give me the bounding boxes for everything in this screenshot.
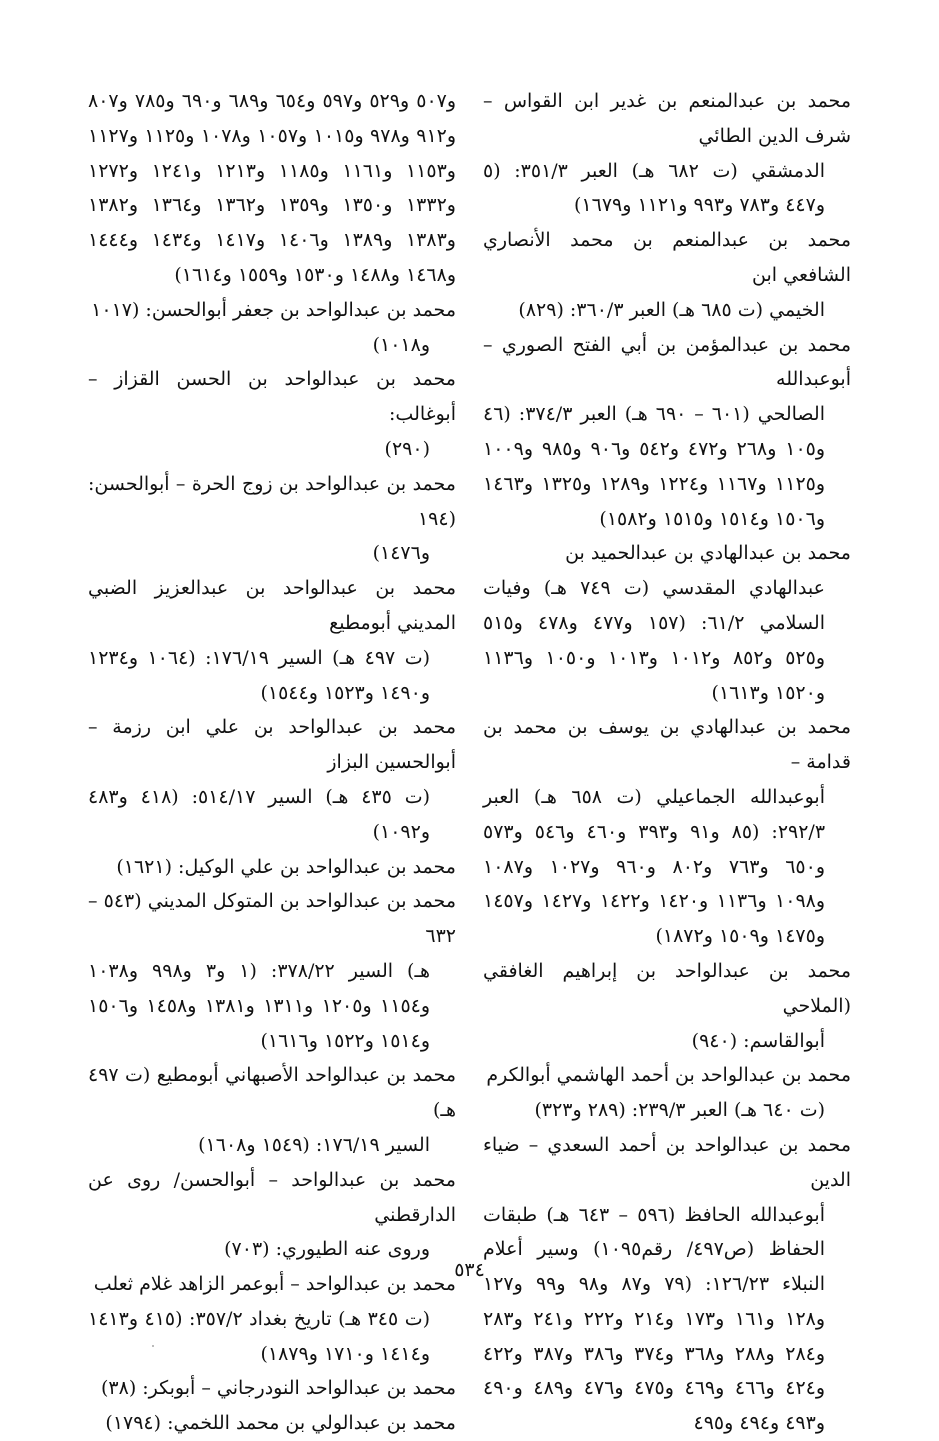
entry-head: محمد بن عبدالهادي بن عبدالحميد بن <box>565 542 851 564</box>
entry-head: محمد بن عبدالهادي بن يوسف بن محمد بن قدامة – <box>483 716 851 773</box>
entry-head: محمد بن عبدالمنعم بن محمد الأنصاري الشافعي ابن <box>483 229 851 286</box>
index-entry <box>483 1128 851 1441</box>
entry-head: محمد بن عبدالواحد بن الحسن القزاز – أبوغالب: <box>88 368 456 425</box>
index-entry <box>483 84 851 223</box>
entry-head: محمد بن عبدالواحد بن جعفر أبوالحسن: (١٠١٧ <box>91 299 456 321</box>
index-entry <box>88 1163 456 1267</box>
index-entry <box>88 362 456 466</box>
entry-body: و٥٠٧ و٥٢٩ و٥٩٧ و٦٥٤ و٦٨٩ و٦٩٠ و٧٨٥ و٨٠٧ و٩١٢ و٩٧٨ و١٠١٥ و١٠٥٧ و١٠٧٨ و١١٢٥ و١١٢٧ و١١٥٣ و١١٦١ و١١٨٥ و١٢١٣ و١٢٤١ و١٢٧٢ و١٣٣٢ و١٣٥٠ و١٣٥٩ و١٣٦٢ و١٣٦٤ و١٣٨٢ و١٣٨٣ و١٣٨٩ و١٤٠٦ و١٤١٧ و١٤٣٤ و١٤٤٤ و١٤٦٨ و١٤٨٨ و١٥٣٠ و١٥٥٩ و١٦١٤) <box>88 84 456 293</box>
entry-head: محمد بن عبدالواحد بن عبدالعزيز الضبي المديني أبومطيع <box>88 577 456 634</box>
entry-head: محمد بن عبدالواحد بن أحمد السعدي – ضياء الدين <box>483 1134 851 1191</box>
scan-speck <box>152 1345 154 1347</box>
entry-head: محمد بن عبدالمنعم بن غدير ابن القواس – شرف الدين الطائي <box>483 90 851 147</box>
index-entry <box>483 223 851 327</box>
entry-head: محمد بن عبدالواحد بن أحمد الهاشمي أبوالكرم <box>486 1064 851 1086</box>
index-entry <box>88 1406 456 1441</box>
entry-head: محمد بن عبدالولي بن محمد اللخمي: (١٧٩٤) <box>105 1412 456 1434</box>
entry-body: أبوعبدالله الحافظ (٥٩٦ – ٦٤٣ هـ) طبقات الحفاظ (ص٤٩٧/ رقم١٠٩٥) وسير أعلام النبلاء ١٢٦/٢٣: (٧٩ و٨٧ و٩٨ و٩٩ و١٢٧ و١٢٨ و١٦١ و١٧٣ و٢١٤ و٢٢٢ و٢٤١ و٢٨٣ و٢٨٤ و٢٨٨ و٣٦٨ و٣٧٤ و٣٨٦ و٣٨٧ و٤٢٢ و٤٢٤ و٤٦٦ و٤٦٩ و٤٧٥ و٤٧٦ و٤٨٩ و٤٩٠ و٤٩٣ و٤٩٤ و٤٩٥ <box>483 1198 851 1441</box>
entry-head: محمد بن عبدالواحد بن إبراهيم الغافقي (الملاحي <box>483 960 851 1017</box>
entry-head: محمد بن عبدالواحد النودرجاني – أبوبكر: (٣٨) <box>101 1377 456 1399</box>
index-entry <box>88 1267 456 1371</box>
entry-body: عبدالهادي المقدسي (ت ٧٤٩ هـ) وفيات السلامي ٦١/٢: (١٥٧ و٤٧٧ و٤٧٨ و٥١٥ و٥٢٥ و٨٥٢ و١٠١٢ و١٠١٣ و١٠٥٠ و١١٣٦ و١٥٢٠ و١٦١٣) <box>483 571 851 710</box>
entry-head: محمد بن عبدالواحد بن زوج الحرة – أبوالحسن: (١٩٤ <box>88 473 456 530</box>
entry-head: محمد بن عبدالواحد – أبوالحسن/ روى عن الدارقطني <box>88 1169 456 1226</box>
index-entry <box>88 710 456 849</box>
index-entry <box>483 710 851 954</box>
entry-body: الصالحي (٦٠١ – ٦٩٠ هـ) العبر ٣٧٤/٣: (٤٦ و١٠٥ و٢٦٨ و٤٧٢ و٥٤٢ و٩٠٦ و٩٨٥ و١٠٠٩ و١١٢٥ و١١٦٧ و١٢٢٤ و١٢٨٩ و١٣٢٥ و١٤٦٣ و١٥٠٦ و١٥١٤ و١٥١٥ و١٥٨٢) <box>483 397 851 536</box>
index-entry <box>88 293 456 363</box>
entry-body: الخيمي (ت ٦٨٥ هـ) العبر ٣٦٠/٣: (٨٢٩) <box>483 293 851 328</box>
index-column-right <box>483 84 851 1441</box>
entry-head: محمد بن عبدالواحد بن علي الوكيل: (١٦٢١) <box>116 856 456 878</box>
entry-body: (ت ٣٤٥ هـ) تاريخ بغداد ٣٥٧/٢: (٤١٥ و١٤١٣ و١٤١٤ و١٧١٠ و١٨٧٩) <box>88 1302 456 1372</box>
entry-body: أبوالقاسم: (٩٤٠) <box>483 1024 851 1059</box>
index-entry <box>88 884 456 1058</box>
index-column-left <box>88 84 456 1441</box>
entry-head: محمد بن عبدالمؤمن بن أبي الفتح الصوري – أبوعبدالله <box>483 334 851 391</box>
entry-body: (٢٩٠) <box>88 432 456 467</box>
entry-body: الدمشقي (ت ٦٨٢ هـ) العبر ٣٥١/٣: (٥ و٤٤٧ و٧٨٣ و٩٩٣ و١١٢١ و١٦٧٩) <box>483 154 851 224</box>
entry-body: هـ) السير ٣٧٨/٢٢: (١ و٣ و٩٩٨ و١٠٣٨ و١١٥٤ و١٢٠٥ و١٣١١ و١٣٨١ و١٤٥٨ و١٥٠٦ و١٥١٤ و١٥٢٢ و١٦١٦) <box>88 954 456 1058</box>
entry-body: (ت ٦٤٠ هـ) العبر ٢٣٩/٣: (٢٨٩ و٣٢٣) <box>483 1093 851 1128</box>
entry-head: محمد بن عبدالواحد بن علي ابن رزمة – أبوالحسين البزاز <box>88 716 456 773</box>
index-entry <box>88 1371 456 1406</box>
index-entry <box>483 536 851 710</box>
entry-body: وروى عنه الطيوري: (٧٠٣) <box>88 1232 456 1267</box>
index-entry <box>483 328 851 537</box>
entry-body: أبوعبدالله الجماعيلي (ت ٦٥٨ هـ) العبر ٢٩٢/٣: (٨٥ و٩١ و٣٩٣ و٤٦٠ و٥٤٦ و٥٧٣ و٦٥٠ و٧٦٣ و٨٠٢ و٩٦٠ و١٠٢٧ و١٠٨٧ و١٠٩٨ و١١٣٦ و١٤٢٠ و١٤٢٢ و١٤٢٧ و١٤٥٧ و١٤٧٥ و١٥٠٩ و١٨٧٢) <box>483 780 851 954</box>
entry-head: محمد بن عبدالواحد الأصبهاني أبومطيع (ت ٤٩٧ هـ) <box>88 1064 456 1121</box>
index-entry <box>88 467 456 571</box>
entry-body: (ت ٤٩٧ هـ) السير ١٧٦/١٩: (١٠٦٤ و١٢٣٤ و١٤٩٠ و١٥٢٣ و١٥٤٤) <box>88 641 456 711</box>
index-entry <box>88 1058 456 1162</box>
index-entry <box>88 850 456 885</box>
entry-head: محمد بن عبدالواحد بن المتوكل المديني (٥٤٣ – ٦٣٢ <box>88 890 456 947</box>
index-entry-continuation <box>88 84 456 293</box>
entry-body: و١٠١٨) <box>88 328 456 363</box>
index-entry <box>88 571 456 710</box>
index-entry <box>483 1058 851 1128</box>
entry-head: محمد بن عبدالواحد – أبوعمر الزاهد غلام ثعلب <box>94 1273 456 1295</box>
index-entry <box>483 954 851 1058</box>
entry-body: السير ١٧٦/١٩: (١٥٤٩ و١٦٠٨) <box>88 1128 456 1163</box>
page-number: ٥٣٤ <box>0 1259 939 1281</box>
entry-body: و١٤٧٦) <box>88 536 456 571</box>
entry-body: (ت ٤٣٥ هـ) السير ٥١٤/١٧: (٤١٨ و٤٨٣ و١٠٩٢) <box>88 780 456 850</box>
